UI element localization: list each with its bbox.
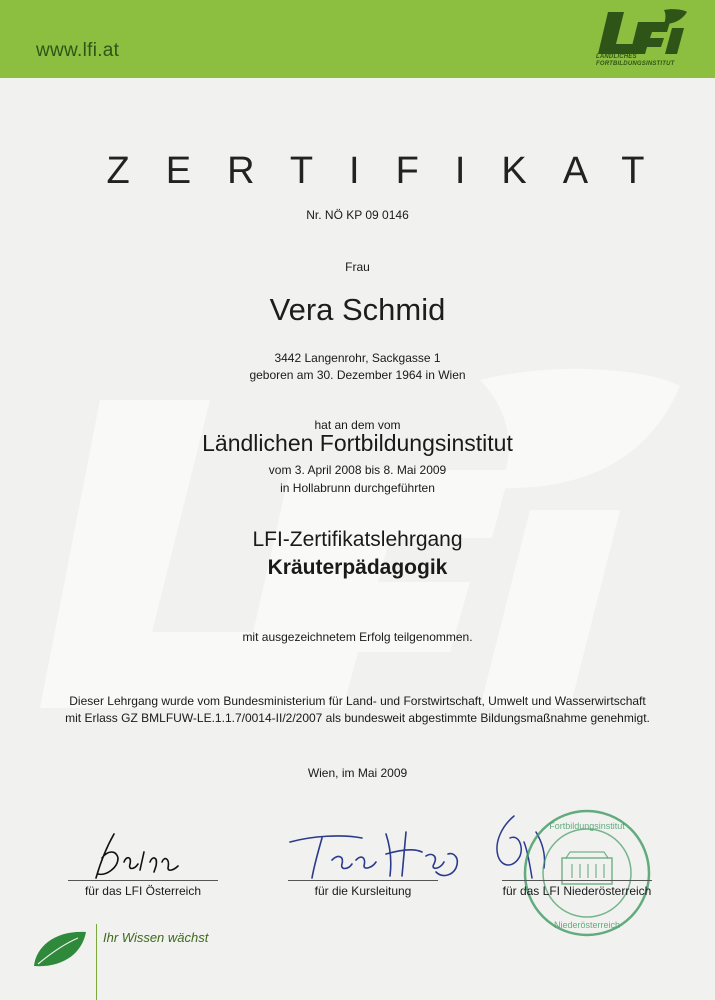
course-name: Kräuterpädagogik <box>267 556 448 579</box>
signature-line-3 <box>502 880 652 881</box>
certificate-number: Nr. NÖ KP 09 0146 <box>306 208 409 222</box>
signature-lfi-austria <box>88 828 188 884</box>
place-date: Wien, im Mai 2009 <box>307 766 408 780</box>
recipient-address: 3442 Langenrohr, Sackgasse 1 <box>274 351 441 365</box>
certificate-title: ZERTIFIKAT <box>106 150 681 192</box>
approval-line-1: Dieser Lehrgang wurde vom Bundesministerium für Land- und Forstwirtschaft, Umwelt und Wasserwirtschaft <box>69 694 646 708</box>
logo-subtitle: LÄNDLICHES FORTBILDUNGSINSTITUT <box>596 54 675 67</box>
salutation: Frau <box>345 260 370 274</box>
svg-text:Fortbildungsinstitut: Fortbildungsinstitut <box>549 821 625 831</box>
result-text: mit ausgezeichnetem Erfolg teilgenommen. <box>242 630 473 644</box>
signature-label-3: für das LFI Niederösterreich <box>502 884 652 898</box>
recipient-name: Vera Schmid <box>269 292 446 327</box>
signature-line-2 <box>288 880 438 881</box>
signature-label-2: für die Kursleitung <box>314 884 412 898</box>
course-place: in Hollabrunn durchgeführten <box>280 481 435 495</box>
slogan-divider <box>96 924 97 1000</box>
signature-course-lead <box>282 826 472 886</box>
intro-text: hat an dem vom <box>314 418 401 432</box>
course-dates: vom 3. April 2008 bis 8. Mai 2009 <box>268 463 447 477</box>
signature-line-1 <box>68 880 218 881</box>
slogan-text: Ihr Wissen wächst <box>103 930 209 945</box>
leaf-icon <box>32 928 88 968</box>
institute-name: Ländlichen Fortbildungsinstitut <box>202 430 513 456</box>
svg-text:Niederösterreich: Niederösterreich <box>553 920 621 930</box>
course-type: LFI-Zertifikatslehrgang <box>252 528 463 551</box>
signature-label-1: für das LFI Österreich <box>84 884 202 898</box>
recipient-birth: geboren am 30. Dezember 1964 in Wien <box>249 368 466 382</box>
official-stamp <box>520 806 654 940</box>
website-url: www.lfi.at <box>36 40 120 61</box>
approval-line-2: mit Erlass GZ BMLFUW-LE.1.1.7/0014-II/2/2007 als bundesweit abgestimmte Bildungsmaßnahme genehmigt. <box>65 711 650 725</box>
